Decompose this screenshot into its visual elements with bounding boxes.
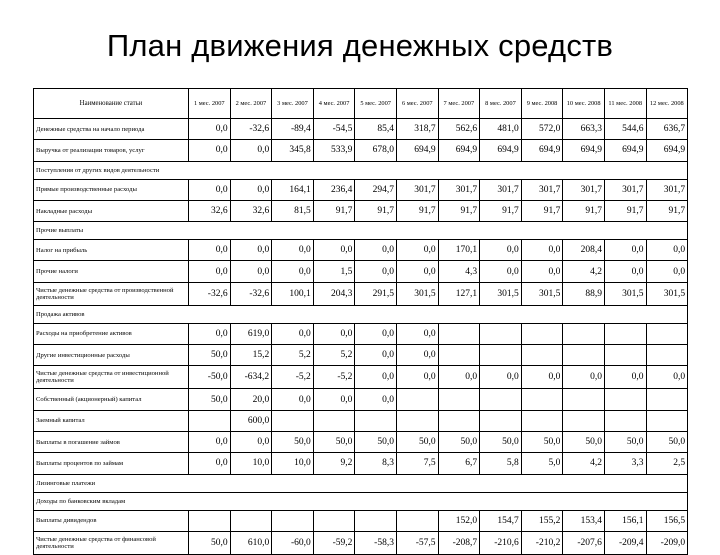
column-header: 4 мес. 2007 bbox=[313, 89, 355, 119]
table-cell: 50,0 bbox=[189, 389, 231, 410]
row-label: Налог на прибыль bbox=[34, 240, 189, 261]
table-cell: 4,2 bbox=[563, 261, 605, 282]
row-label: Чистые денежные средства от производственной деятельности bbox=[34, 282, 189, 305]
table-cell: 4,2 bbox=[563, 453, 605, 474]
table-cell bbox=[604, 323, 646, 344]
row-label: Лизинговые платежи bbox=[34, 474, 688, 492]
table-cell: 0,0 bbox=[646, 366, 688, 389]
table-cell: 0,0 bbox=[189, 453, 231, 474]
column-header: 3 мес. 2007 bbox=[272, 89, 314, 119]
table-cell: 301,5 bbox=[396, 282, 438, 305]
table-row bbox=[34, 531, 688, 554]
table-cell: 50,0 bbox=[189, 345, 231, 366]
table-cell: 0,0 bbox=[604, 240, 646, 261]
table-cell: -210,6 bbox=[480, 531, 522, 554]
table-cell bbox=[521, 410, 563, 431]
table-cell: 208,4 bbox=[563, 240, 605, 261]
table-cell: 6,7 bbox=[438, 453, 480, 474]
table-cell: 2,5 bbox=[646, 453, 688, 474]
table-cell: 0,0 bbox=[355, 389, 397, 410]
row-label: Другие инвестиционные расходы bbox=[34, 345, 189, 366]
column-header: 8 мес. 2007 bbox=[480, 89, 522, 119]
table-cell: 0,0 bbox=[313, 323, 355, 344]
table-cell bbox=[480, 345, 522, 366]
table-cell: -59,2 bbox=[313, 531, 355, 554]
table-cell: 0,0 bbox=[480, 261, 522, 282]
table-cell: 50,0 bbox=[563, 431, 605, 452]
table-cell: 156,5 bbox=[646, 510, 688, 531]
table-cell: 0,0 bbox=[396, 323, 438, 344]
column-header: 11 мес. 2008 bbox=[604, 89, 646, 119]
table-cell: 0,0 bbox=[521, 240, 563, 261]
table-cell: 155,2 bbox=[521, 510, 563, 531]
table-cell: 694,9 bbox=[480, 140, 522, 161]
table-cell: -32,6 bbox=[230, 282, 272, 305]
table-cell bbox=[355, 510, 397, 531]
page-title: План движения денежных средств bbox=[106, 28, 614, 63]
table-cell bbox=[563, 389, 605, 410]
table-cell: 154,7 bbox=[480, 510, 522, 531]
table-cell bbox=[563, 345, 605, 366]
table-cell: 0,0 bbox=[230, 240, 272, 261]
table-cell: 9,2 bbox=[313, 453, 355, 474]
table-cell: 0,0 bbox=[272, 240, 314, 261]
table-cell bbox=[563, 410, 605, 431]
table-header-row bbox=[34, 89, 688, 119]
table-cell bbox=[480, 410, 522, 431]
column-header: 10 мес. 2008 bbox=[563, 89, 605, 119]
table-cell: -209,0 bbox=[646, 531, 688, 554]
table-cell: 91,7 bbox=[646, 200, 688, 221]
table-cell: 152,0 bbox=[438, 510, 480, 531]
table-cell: 301,5 bbox=[604, 282, 646, 305]
table-cell: 236,4 bbox=[313, 179, 355, 200]
table-cell: 301,7 bbox=[563, 179, 605, 200]
table-cell bbox=[396, 510, 438, 531]
table-cell: 694,9 bbox=[646, 140, 688, 161]
table-row bbox=[34, 200, 688, 221]
row-label: Прочие налоги bbox=[34, 261, 189, 282]
table-cell: 0,0 bbox=[355, 366, 397, 389]
row-label: Собственный (акционерный) капитал bbox=[34, 389, 189, 410]
table-cell: 481,0 bbox=[480, 119, 522, 140]
table-cell: 610,0 bbox=[230, 531, 272, 554]
table-cell: 663,3 bbox=[563, 119, 605, 140]
table-cell: 1,5 bbox=[313, 261, 355, 282]
table-cell: 0,0 bbox=[396, 345, 438, 366]
table-cell: 0,0 bbox=[189, 119, 231, 140]
table-cell: 5,0 bbox=[521, 453, 563, 474]
row-label: Поступления от других видов деятельности bbox=[34, 161, 688, 179]
table-cell: 0,0 bbox=[189, 179, 231, 200]
row-label: Накладные расходы bbox=[34, 200, 189, 221]
table-row bbox=[34, 119, 688, 140]
table-cell: 50,0 bbox=[480, 431, 522, 452]
column-header: 5 мес. 2007 bbox=[355, 89, 397, 119]
table-cell: 0,0 bbox=[646, 261, 688, 282]
table-row bbox=[34, 179, 688, 200]
table-cell: 301,7 bbox=[646, 179, 688, 200]
table-cell: 533,9 bbox=[313, 140, 355, 161]
table-cell bbox=[272, 510, 314, 531]
table-cell bbox=[480, 389, 522, 410]
table-cell: 156,1 bbox=[604, 510, 646, 531]
table-cell: 4,3 bbox=[438, 261, 480, 282]
table-cell: -58,3 bbox=[355, 531, 397, 554]
table-cell: 0,0 bbox=[189, 240, 231, 261]
header-label: Наименование статьи bbox=[34, 89, 189, 119]
table-cell: 50,0 bbox=[396, 431, 438, 452]
table-row bbox=[34, 366, 688, 389]
table-cell bbox=[521, 323, 563, 344]
table-cell: 0,0 bbox=[189, 323, 231, 344]
row-label: Выручка от реализации товаров, услуг bbox=[34, 140, 189, 161]
table-cell: -5,2 bbox=[272, 366, 314, 389]
table-cell: 164,1 bbox=[272, 179, 314, 200]
table-cell: 694,9 bbox=[396, 140, 438, 161]
table-cell bbox=[438, 389, 480, 410]
table-row bbox=[34, 323, 688, 344]
table-cell bbox=[604, 410, 646, 431]
table-cell: 0,0 bbox=[521, 261, 563, 282]
table-cell: 10,0 bbox=[230, 453, 272, 474]
table-cell: 301,7 bbox=[396, 179, 438, 200]
table-cell: 0,0 bbox=[355, 240, 397, 261]
table-cell: 0,0 bbox=[230, 140, 272, 161]
table-cell: 694,9 bbox=[438, 140, 480, 161]
table-cell: 88,9 bbox=[563, 282, 605, 305]
column-header: 1 мес. 2007 bbox=[189, 89, 231, 119]
table-cell bbox=[230, 510, 272, 531]
table-cell bbox=[313, 410, 355, 431]
table-cell bbox=[604, 389, 646, 410]
table-cell: 636,7 bbox=[646, 119, 688, 140]
table-cell: -32,6 bbox=[189, 282, 231, 305]
table-cell: 0,0 bbox=[313, 389, 355, 410]
table-cell: 50,0 bbox=[438, 431, 480, 452]
row-label: Заемный капитал bbox=[34, 410, 189, 431]
table-cell: 0,0 bbox=[604, 366, 646, 389]
table-cell: 50,0 bbox=[313, 431, 355, 452]
table-cell bbox=[438, 345, 480, 366]
row-label: Чистые денежные средства от инвестиционной деятельности bbox=[34, 366, 189, 389]
table-cell: 0,0 bbox=[272, 261, 314, 282]
table-cell: 15,2 bbox=[230, 345, 272, 366]
table-cell: 50,0 bbox=[646, 431, 688, 452]
table-cell: 3,3 bbox=[604, 453, 646, 474]
table-cell: 0,0 bbox=[355, 323, 397, 344]
table-cell: -89,4 bbox=[272, 119, 314, 140]
row-label: Чистые денежные средства от финансовой деятельности bbox=[34, 531, 189, 554]
table-cell bbox=[189, 510, 231, 531]
table-cell: 301,7 bbox=[521, 179, 563, 200]
table-cell bbox=[480, 323, 522, 344]
table-cell bbox=[646, 345, 688, 366]
table-cell: 10,0 bbox=[272, 453, 314, 474]
table-cell: 301,5 bbox=[480, 282, 522, 305]
table-cell: 301,7 bbox=[480, 179, 522, 200]
table-cell bbox=[521, 345, 563, 366]
table-cell: 20,0 bbox=[230, 389, 272, 410]
table-cell: 0,0 bbox=[313, 240, 355, 261]
table-cell: 153,4 bbox=[563, 510, 605, 531]
row-label: Продажа активов bbox=[34, 305, 688, 323]
row-label: Выплаты дивидендов bbox=[34, 510, 189, 531]
table-cell: 0,0 bbox=[396, 366, 438, 389]
table-cell: 204,3 bbox=[313, 282, 355, 305]
table-cell bbox=[438, 323, 480, 344]
table-cell: 694,9 bbox=[563, 140, 605, 161]
table-cell: 5,2 bbox=[272, 345, 314, 366]
row-label: Выплаты процентов по займам bbox=[34, 453, 189, 474]
row-label: Прямые производственные расходы bbox=[34, 179, 189, 200]
table-row bbox=[34, 240, 688, 261]
table-row bbox=[34, 222, 688, 240]
table-cell: 619,0 bbox=[230, 323, 272, 344]
table-cell: 91,7 bbox=[396, 200, 438, 221]
table-cell: 0,0 bbox=[230, 261, 272, 282]
table-cell: 0,0 bbox=[480, 240, 522, 261]
table-cell: -208,7 bbox=[438, 531, 480, 554]
table-row bbox=[34, 410, 688, 431]
row-label: Расходы на приобретение активов bbox=[34, 323, 189, 344]
table-cell: 345,8 bbox=[272, 140, 314, 161]
table-cell: 0,0 bbox=[521, 366, 563, 389]
table-cell: 0,0 bbox=[272, 323, 314, 344]
table-row bbox=[34, 453, 688, 474]
cash-flow-table-container bbox=[33, 88, 688, 555]
table-cell: 301,5 bbox=[646, 282, 688, 305]
table-cell bbox=[521, 389, 563, 410]
table-row bbox=[34, 161, 688, 179]
table-cell: 0,0 bbox=[189, 140, 231, 161]
table-cell: -210,2 bbox=[521, 531, 563, 554]
table-cell bbox=[563, 323, 605, 344]
table-row bbox=[34, 282, 688, 305]
table-cell: 694,9 bbox=[604, 140, 646, 161]
table-cell bbox=[396, 410, 438, 431]
table-cell: -32,6 bbox=[230, 119, 272, 140]
table-cell bbox=[313, 510, 355, 531]
table-cell: 50,0 bbox=[521, 431, 563, 452]
table-cell: 170,1 bbox=[438, 240, 480, 261]
table-cell bbox=[646, 389, 688, 410]
table-cell: 0,0 bbox=[438, 366, 480, 389]
table-cell: 50,0 bbox=[272, 431, 314, 452]
table-cell: 0,0 bbox=[230, 179, 272, 200]
table-cell: 0,0 bbox=[480, 366, 522, 389]
table-row bbox=[34, 261, 688, 282]
table-row bbox=[34, 510, 688, 531]
table-cell bbox=[646, 323, 688, 344]
table-cell: -54,5 bbox=[313, 119, 355, 140]
table-cell: 294,7 bbox=[355, 179, 397, 200]
table-cell: 91,7 bbox=[313, 200, 355, 221]
table-cell: 291,5 bbox=[355, 282, 397, 305]
table-cell: 50,0 bbox=[604, 431, 646, 452]
table-cell: 32,6 bbox=[189, 200, 231, 221]
table-cell: -60,0 bbox=[272, 531, 314, 554]
table-cell: 50,0 bbox=[355, 431, 397, 452]
table-cell: 91,7 bbox=[480, 200, 522, 221]
table-cell: 0,0 bbox=[355, 261, 397, 282]
table-cell: 5,8 bbox=[480, 453, 522, 474]
table-cell: 91,7 bbox=[355, 200, 397, 221]
table-cell: 0,0 bbox=[189, 261, 231, 282]
table-row bbox=[34, 140, 688, 161]
table-cell: 0,0 bbox=[563, 366, 605, 389]
table-cell: 91,7 bbox=[563, 200, 605, 221]
table-cell: 694,9 bbox=[521, 140, 563, 161]
table-cell: 91,7 bbox=[438, 200, 480, 221]
table-cell: 600,0 bbox=[230, 410, 272, 431]
column-header: 6 мес. 2007 bbox=[396, 89, 438, 119]
column-header: 9 мес. 2008 bbox=[521, 89, 563, 119]
table-cell: 50,0 bbox=[189, 531, 231, 554]
table-cell: 5,2 bbox=[313, 345, 355, 366]
table-cell: 0,0 bbox=[396, 261, 438, 282]
table-cell: 0,0 bbox=[646, 240, 688, 261]
table-cell: -57,5 bbox=[396, 531, 438, 554]
table-cell bbox=[355, 410, 397, 431]
table-row bbox=[34, 389, 688, 410]
table-row bbox=[34, 431, 688, 452]
table-cell bbox=[646, 410, 688, 431]
table-cell: 127,1 bbox=[438, 282, 480, 305]
table-cell bbox=[438, 410, 480, 431]
row-label: Прочие выплаты bbox=[34, 222, 688, 240]
table-cell bbox=[189, 410, 231, 431]
table-cell: 562,6 bbox=[438, 119, 480, 140]
table-cell: 0,0 bbox=[604, 261, 646, 282]
cash-flow-table-body bbox=[34, 89, 688, 555]
table-cell: 32,6 bbox=[230, 200, 272, 221]
table-cell: 544,6 bbox=[604, 119, 646, 140]
table-cell: 0,0 bbox=[230, 431, 272, 452]
table-cell: 91,7 bbox=[604, 200, 646, 221]
row-label: Денежные средства на начало периода bbox=[34, 119, 189, 140]
column-header: 7 мес. 2007 bbox=[438, 89, 480, 119]
table-cell: -207,6 bbox=[563, 531, 605, 554]
table-cell bbox=[396, 389, 438, 410]
table-cell: 678,0 bbox=[355, 140, 397, 161]
table-cell: 301,7 bbox=[604, 179, 646, 200]
table-cell: -5,2 bbox=[313, 366, 355, 389]
row-label: Доходы по банковским вкладам bbox=[34, 492, 688, 510]
table-cell: 301,7 bbox=[438, 179, 480, 200]
table-cell: 301,5 bbox=[521, 282, 563, 305]
table-cell: 0,0 bbox=[355, 345, 397, 366]
table-cell bbox=[272, 410, 314, 431]
table-row bbox=[34, 474, 688, 492]
table-cell: 0,0 bbox=[189, 431, 231, 452]
table-cell: -50,0 bbox=[189, 366, 231, 389]
cash-flow-table bbox=[33, 88, 688, 555]
table-cell: 0,0 bbox=[272, 389, 314, 410]
table-cell: -209,4 bbox=[604, 531, 646, 554]
table-cell: 0,0 bbox=[396, 240, 438, 261]
table-row bbox=[34, 492, 688, 510]
table-cell bbox=[604, 345, 646, 366]
table-cell: 100,1 bbox=[272, 282, 314, 305]
table-cell: 85,4 bbox=[355, 119, 397, 140]
table-cell: 91,7 bbox=[521, 200, 563, 221]
table-cell: -634,2 bbox=[230, 366, 272, 389]
table-row bbox=[34, 345, 688, 366]
row-label: Выплаты в погашение займов bbox=[34, 431, 189, 452]
table-cell: 572,0 bbox=[521, 119, 563, 140]
column-header: 2 мес. 2007 bbox=[230, 89, 272, 119]
table-row bbox=[34, 305, 688, 323]
table-cell: 8,3 bbox=[355, 453, 397, 474]
table-cell: 81,5 bbox=[272, 200, 314, 221]
table-cell: 7,5 bbox=[396, 453, 438, 474]
column-header: 12 мес. 2008 bbox=[646, 89, 688, 119]
table-cell: 318,7 bbox=[396, 119, 438, 140]
